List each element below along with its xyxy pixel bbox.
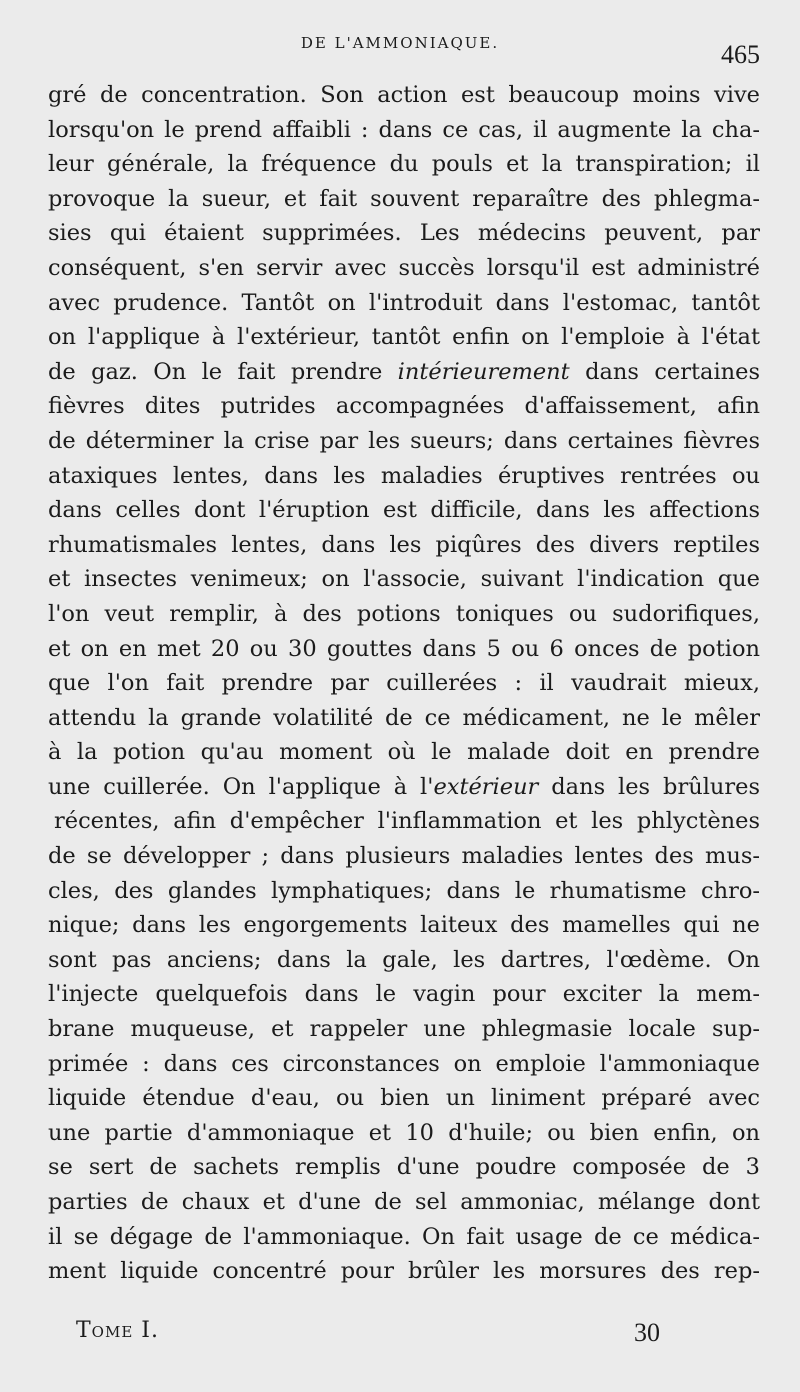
text-line: on l'applique à l'extérieur, tantôt enfin on l'emploie à l'état [48,324,760,351]
text-line: de se développer ; dans plusieurs maladies lentes des mus- [48,843,760,870]
text-line: sies qui étaient supprimées. Les médecins peuvent, par [48,220,760,247]
text-line: l'injecte quelquefois dans le vagin pour exciter la mem- [48,981,760,1008]
text-line: parties de chaux et d'une de sel ammoniac, mélange dont [48,1189,760,1215]
text-line: fièvres dites putrides accompagnées d'affaissement, afin [48,393,760,420]
text-line: l'on veut remplir, à des potions toniques ou sudorifiques, [48,600,760,627]
text-line: rhumatismales lentes, dans les piqûres des divers reptiles [48,531,760,558]
text-line: à la potion qu'au moment où le malade doit en prendre [48,739,760,766]
signature-mark: 30 [634,1318,660,1347]
italic-term: intérieurement [397,358,570,385]
text-line: attendu la grande volatilité de ce médicament, ne le mêler [48,704,760,731]
text-line: sont pas anciens; dans la gale, les dartres, l'œdème. On [48,946,760,973]
text-line: une cuillerée. On l'applique à l'extérieur dans les brûlures [48,773,760,800]
text-line: liquide étendue d'eau, ou bien un liniment préparé avec [48,1085,760,1112]
text-line: brane muqueuse, et rappeler une phlegmasie locale sup- [48,1016,760,1043]
text-line: une partie d'ammoniaque et 10 d'huile; ou bien enfin, on [48,1119,760,1146]
text-line: gré de concentration. Son action est beaucoup moins vive [48,82,760,108]
text-line: ment liquide concentré pour brûler les morsures des rep- [48,1258,760,1285]
text-line: cles, des glandes lymphatiques; dans le rhumatisme chro- [48,877,760,904]
body-text [48,78,760,1289]
volume-label: Tome I. [76,1318,159,1343]
text-line: de gaz. On le fait prendre intérieurement dans certaines [48,358,760,385]
text-line: que l'on fait prendre par cuillerées : il vaudrait mieux, [48,670,760,697]
text-line: primée : dans ces circonstances on emploie l'ammoniaque [48,1050,760,1077]
page-number: 465 [721,40,760,69]
text-line: ataxiques lentes, dans les maladies éruptives rentrées ou [48,462,760,489]
text-line: se sert de sachets remplis d'une poudre composée de 3 [48,1154,760,1181]
text-line: et on en met 20 ou 30 gouttes dans 5 ou 6 onces de potion [48,635,760,662]
text-line: et insectes venimeux; on l'associe, suivant l'indication que [48,566,760,593]
running-head: DE L'AMMONIAQUE. [300,34,500,52]
text-line: dans celles dont l'éruption est difficile, dans les affections [48,497,760,524]
text-line: lorsqu'on le prend affaibli : dans ce cas, il augmente la cha- [48,116,760,143]
text-line: de déterminer la crise par les sueurs; dans certaines fièvres [48,427,760,454]
text-line: provoque la sueur, et fait souvent reparaître des phlegma- [48,185,760,212]
italic-term: extérieur [433,773,539,800]
text-line: nique; dans les engorgements laiteux des mamelles qui ne [48,912,760,939]
text-line: leur générale, la fréquence du pouls et la transpiration; il [48,151,760,178]
text-line: récentes, afin d'empêcher l'inflammation et les phlyctènes [54,808,760,835]
text-line: il se dégage de l'ammoniaque. On fait usage de ce médica- [48,1223,760,1250]
text-line: avec prudence. Tantôt on l'introduit dans l'estomac, tantôt [48,289,760,316]
text-line: conséquent, s'en servir avec succès lorsqu'il est administré [48,254,760,281]
